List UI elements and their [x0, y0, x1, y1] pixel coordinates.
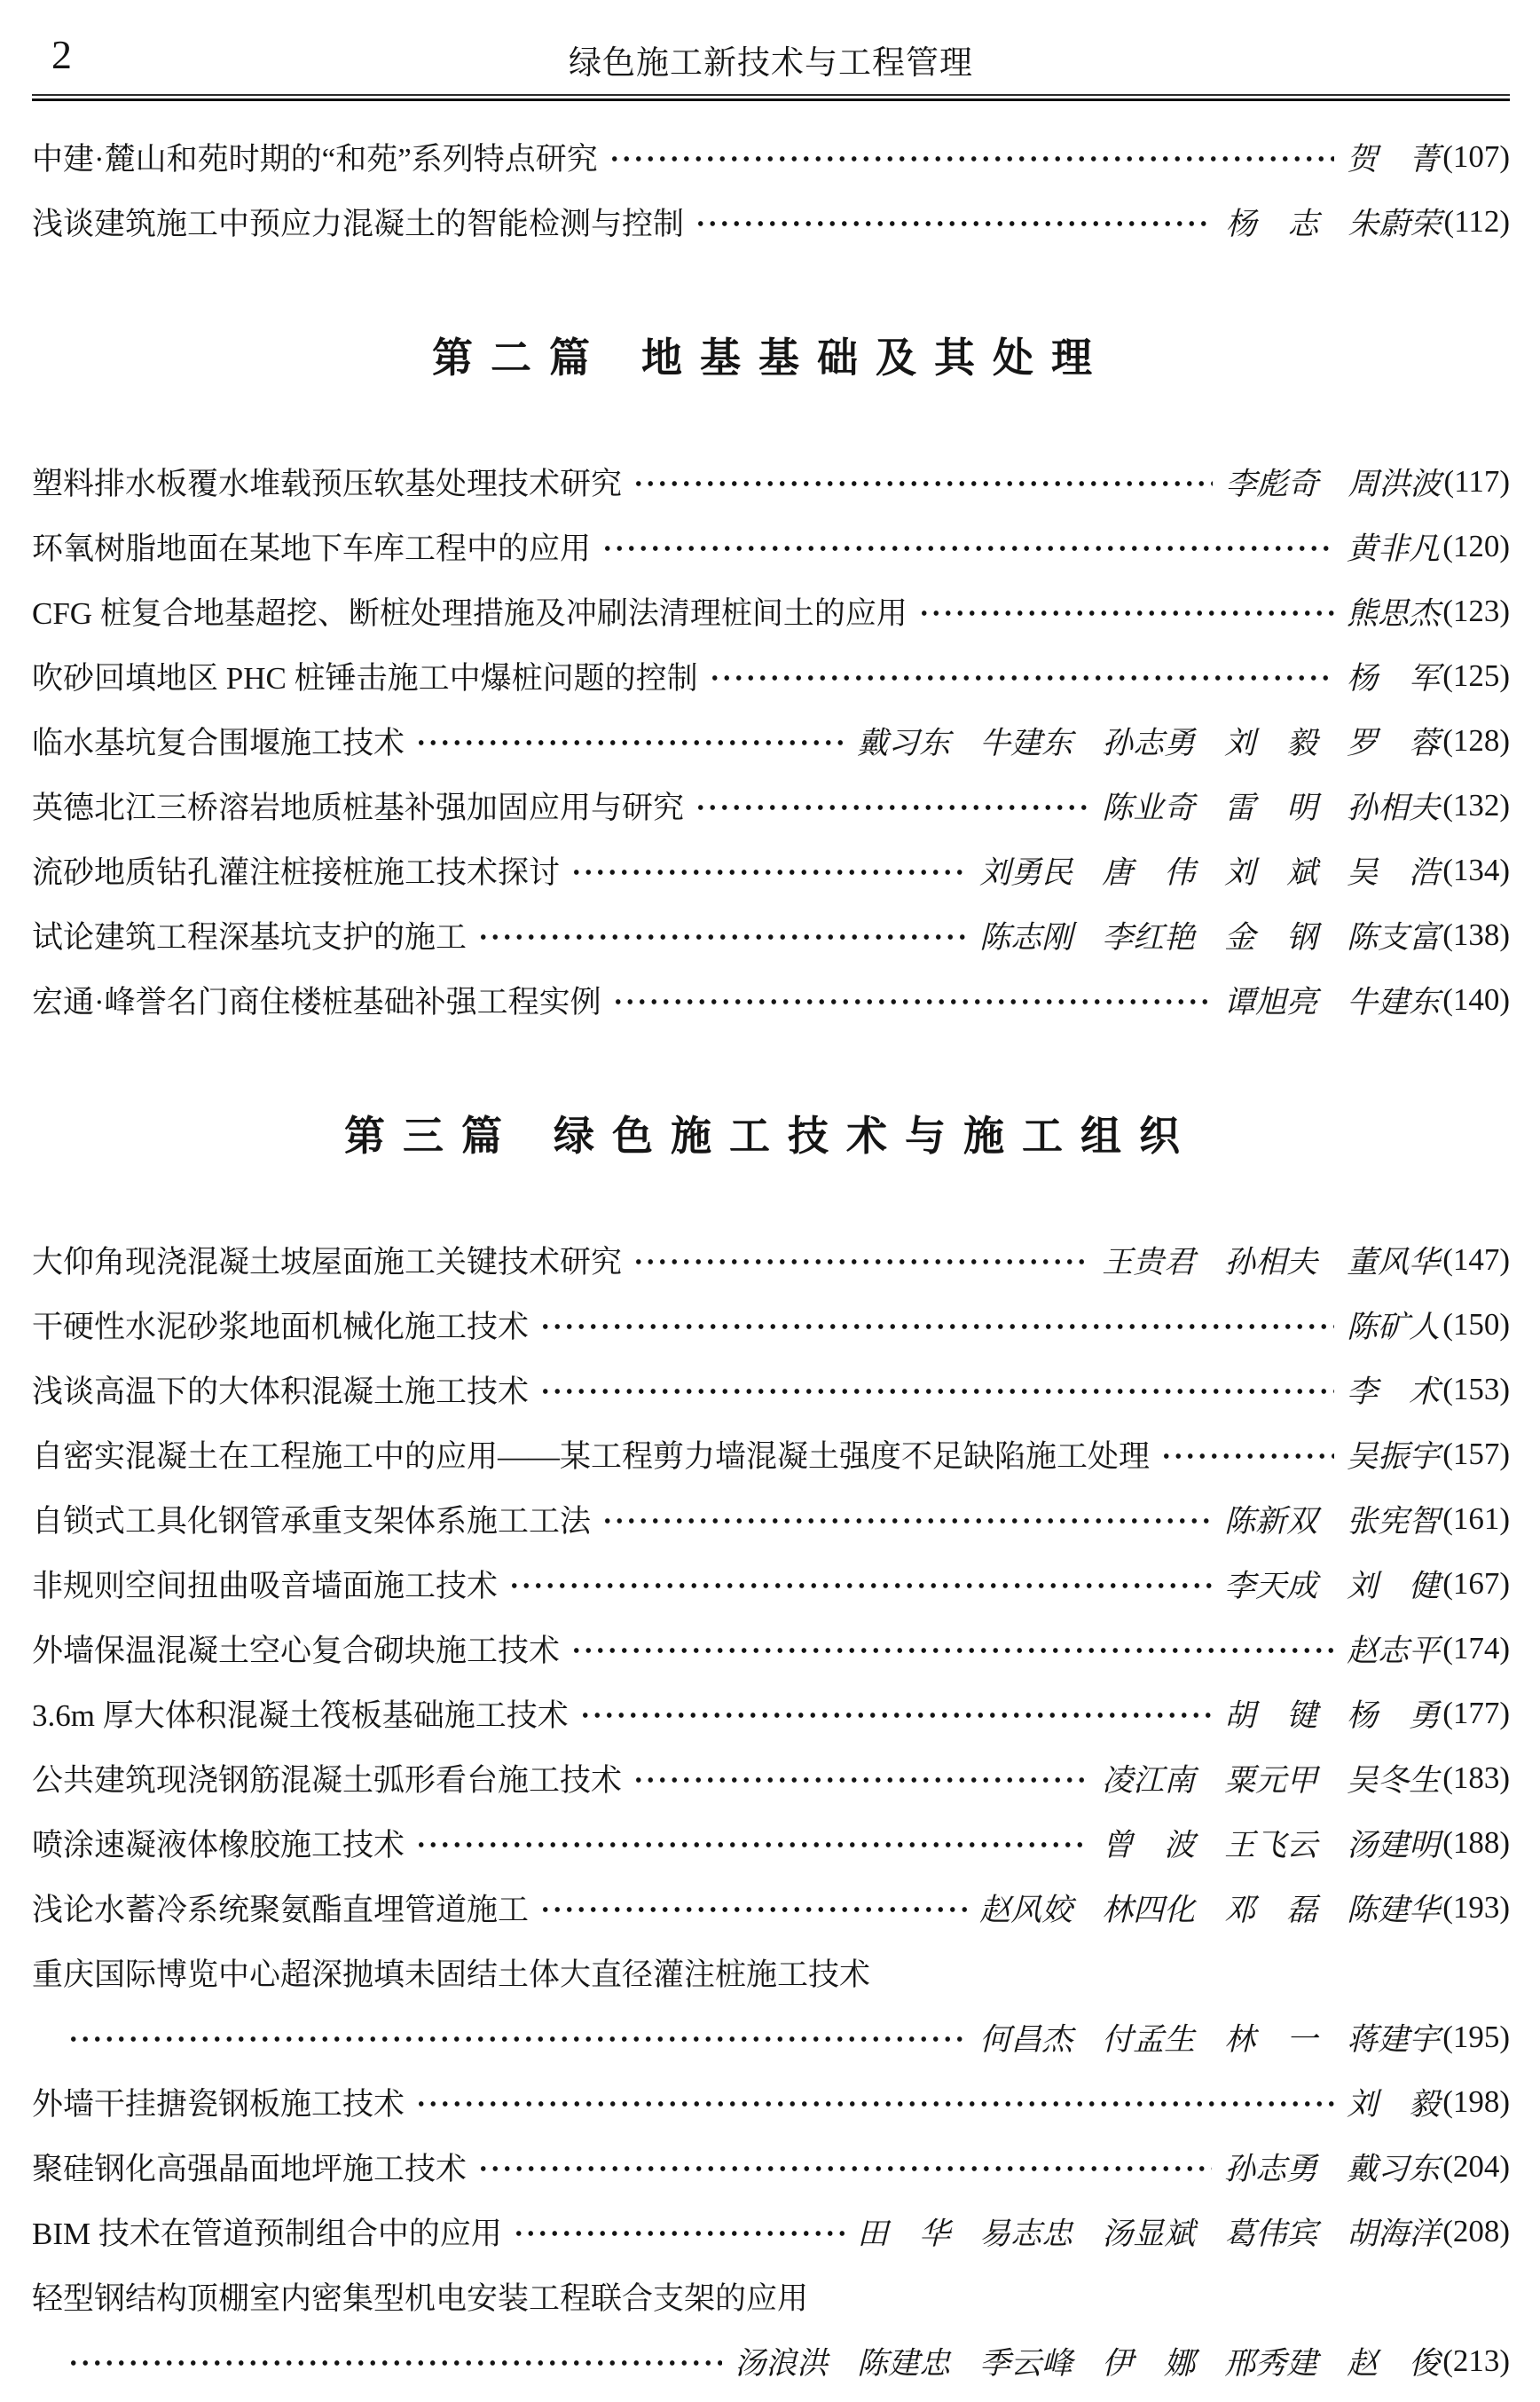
entry-page-number: (128) — [1442, 722, 1510, 758]
author-name: 王贵君 — [1102, 1244, 1196, 1280]
entry-page-number: (208) — [1442, 2213, 1510, 2248]
toc-entry — [32, 1227, 1510, 1292]
author-name: 金 钢 — [1224, 919, 1318, 955]
entry-page-number: (150) — [1442, 1306, 1510, 1342]
toc-entry — [32, 514, 1510, 579]
toc-entry-title-line — [32, 1940, 1510, 2004]
author-name: 粟元甲 — [1224, 1762, 1318, 1798]
toc-entry — [32, 2199, 1510, 2264]
entry-title: 聚硅钢化高强晶面地坪施工技术 — [32, 2151, 468, 2186]
author-name: 孙相夫 — [1347, 790, 1441, 825]
author-name: 熊思杰 — [1347, 595, 1441, 631]
author-name: 陈志刚 — [979, 919, 1073, 955]
entry-authors — [979, 1886, 1440, 1930]
page-number: 2 — [51, 32, 72, 77]
entry-title: 公共建筑现浇钢筋混凝土弧形看台施工技术 — [32, 1762, 623, 1798]
author-name: 蒋建宇 — [1347, 2021, 1441, 2057]
entry-title: BIM 技术在管道预制组合中的应用 — [32, 2216, 502, 2251]
entry-page-number: (132) — [1442, 787, 1510, 823]
entry-authors — [1224, 1562, 1440, 1606]
entry-authors — [1347, 1367, 1440, 1412]
dot-leader — [477, 2153, 1212, 2184]
dot-leader — [513, 2217, 845, 2248]
entry-authors — [1224, 2145, 1440, 2189]
author-name: 林四化 — [1102, 1892, 1196, 1927]
dot-leader — [570, 856, 967, 887]
entry-authors — [1224, 1691, 1440, 1736]
author-name: 孙志勇 — [1224, 2151, 1318, 2186]
dot-leader — [415, 1829, 1089, 1860]
dot-leader — [632, 468, 1213, 499]
author-name: 汤建明 — [1347, 1827, 1441, 1863]
toc-entry — [32, 1357, 1510, 1422]
entry-page-number: (120) — [1442, 528, 1510, 563]
author-name: 孙志勇 — [1102, 725, 1196, 760]
entry-authors — [1347, 589, 1440, 634]
entry-authors — [1102, 1821, 1440, 1865]
author-name: 雷 明 — [1224, 790, 1318, 825]
section-heading — [32, 1096, 1510, 1176]
toc-entry-continuation-line — [32, 2328, 1510, 2393]
entry-page-number: (188) — [1442, 1824, 1510, 1860]
author-name: 杨 勇 — [1347, 1697, 1441, 1733]
section-heading-title: 地基基础及其处理 — [641, 334, 1110, 382]
author-name: 田 华 — [857, 2216, 951, 2251]
entry-page-number: (123) — [1442, 593, 1510, 628]
author-name: 李天成 — [1224, 1568, 1318, 1603]
toc-entry — [32, 1422, 1510, 1486]
dot-leader — [67, 2347, 722, 2378]
entry-title: 外墙干挂搪瓷钢板施工技术 — [32, 2086, 405, 2122]
toc-entry — [32, 902, 1510, 967]
entry-title: 喷涂速凝液体橡胶施工技术 — [32, 1827, 405, 1863]
author-name: 刘 毅 — [1347, 2086, 1441, 2122]
author-name: 牛建东 — [979, 725, 1073, 760]
toc-entry — [32, 773, 1510, 838]
section-heading-title: 绿色施工技术与施工组织 — [554, 1112, 1198, 1160]
dot-leader — [601, 532, 1334, 563]
author-name: 陈建华 — [1347, 1892, 1441, 1927]
author-name: 胡海洋 — [1347, 2216, 1441, 2251]
author-name: 李红艳 — [1102, 919, 1196, 955]
dot-leader — [539, 1311, 1334, 1342]
section-heading-label: 第二篇 — [432, 334, 608, 382]
author-name: 付孟生 — [1102, 2021, 1196, 2057]
book-title: 绿色施工新技术与工程管理 — [569, 45, 973, 82]
dot-leader — [612, 986, 1212, 1017]
entry-authors — [1347, 1432, 1440, 1477]
dot-leader — [570, 1634, 1334, 1666]
author-name: 邓 磊 — [1224, 1892, 1318, 1927]
author-name: 戴习东 — [1347, 2151, 1441, 2186]
author-name: 张宪智 — [1347, 1503, 1441, 1539]
toc-entry — [32, 449, 1510, 514]
entry-title: 外墙保温混凝土空心复合砌块施工技术 — [32, 1633, 561, 1668]
entry-title: 塑料排水板覆水堆载预压软基处理技术研究 — [32, 466, 623, 501]
dot-leader — [695, 791, 1089, 823]
toc-entry — [32, 1551, 1510, 1616]
entry-authors — [1102, 784, 1440, 828]
dot-leader — [579, 1699, 1212, 1730]
dot-leader — [539, 1375, 1334, 1406]
entry-title: 流砂地质钻孔灌注桩接桩施工技术探讨 — [32, 854, 561, 890]
dot-leader — [632, 1246, 1089, 1277]
entry-authors — [1224, 1497, 1440, 1541]
dot-leader — [67, 2023, 967, 2054]
author-name: 赵 俊 — [1347, 2345, 1441, 2381]
dot-leader — [609, 143, 1334, 174]
section-heading — [32, 318, 1510, 398]
entry-authors — [857, 2209, 1440, 2254]
author-name: 汤显斌 — [1102, 2216, 1196, 2251]
toc-entry — [32, 967, 1510, 1032]
author-name: 刘 健 — [1347, 1568, 1441, 1603]
header-rule — [32, 94, 1510, 101]
entry-authors — [1347, 1626, 1440, 1671]
author-name: 黄非凡 — [1347, 531, 1441, 566]
dot-leader — [539, 1894, 967, 1925]
entry-page-number: (193) — [1442, 1889, 1510, 1925]
author-name: 唐 伟 — [1102, 854, 1196, 890]
entry-title: 自锁式工具化钢管承重支架体系施工工法 — [32, 1503, 592, 1539]
toc-entry — [32, 1486, 1510, 1551]
entry-authors — [1347, 524, 1440, 569]
entry-page-number: (147) — [1442, 1241, 1510, 1277]
toc-entry — [32, 1616, 1510, 1681]
author-name: 陈建忠 — [857, 2345, 951, 2381]
table-of-contents — [32, 124, 1510, 2393]
entry-authors — [735, 2339, 1440, 2383]
toc-entry — [32, 579, 1510, 643]
author-name: 周洪波 — [1348, 466, 1442, 501]
entry-title: 浅谈高温下的大体积混凝土施工技术 — [32, 1374, 530, 1409]
author-name: 赵风姣 — [979, 1892, 1073, 1927]
author-name: 刘 毅 — [1224, 725, 1318, 760]
entry-page-number: (177) — [1442, 1695, 1510, 1730]
author-name: 杨 志 — [1225, 206, 1319, 241]
author-name: 孙相夫 — [1224, 1244, 1318, 1280]
entry-page-number: (174) — [1442, 1630, 1510, 1666]
author-name: 罗 蓉 — [1347, 725, 1441, 760]
entry-title: 英德北江三桥溶岩地质桩基补强加固应用与研究 — [32, 790, 685, 825]
toc-entry — [32, 1810, 1510, 1875]
author-name: 王飞云 — [1224, 1827, 1318, 1863]
entry-authors — [1347, 135, 1440, 179]
entry-title: 轻型钢结构顶棚室内密集型机电安装工程联合支架的应用 — [32, 2280, 809, 2316]
entry-title: 宏通·峰誉名门商住楼桩基础补强工程实例 — [32, 984, 601, 1020]
author-name: 刘 斌 — [1224, 854, 1318, 890]
dot-leader — [415, 727, 845, 758]
entry-title: 临水基坑复合围堰施工技术 — [32, 725, 405, 760]
dot-leader — [415, 2088, 1334, 2119]
dot-leader — [709, 662, 1335, 693]
toc-entry — [32, 189, 1510, 254]
dot-leader — [632, 1764, 1089, 1795]
author-name: 伊 娜 — [1102, 2345, 1196, 2381]
author-name: 杨 军 — [1347, 660, 1441, 696]
entry-page-number: (167) — [1442, 1565, 1510, 1601]
entry-page-number: (125) — [1442, 658, 1510, 693]
entry-authors — [979, 2015, 1440, 2059]
author-name: 董风华 — [1347, 1244, 1441, 1280]
entry-authors — [1102, 1756, 1440, 1800]
entry-authors — [1225, 200, 1441, 244]
author-name: 朱蔚荣 — [1348, 206, 1442, 241]
entry-page-number: (213) — [1442, 2343, 1510, 2378]
entry-page-number: (107) — [1442, 138, 1510, 174]
entry-page-number: (157) — [1442, 1436, 1510, 1471]
toc-entry — [32, 1875, 1510, 1940]
author-name: 陈矿人 — [1347, 1309, 1441, 1344]
toc-entry-title-line — [32, 2264, 1510, 2328]
entry-page-number: (195) — [1442, 2019, 1510, 2054]
dot-leader — [918, 597, 1334, 628]
author-name: 赵志平 — [1347, 1633, 1441, 1668]
entry-authors — [979, 848, 1440, 893]
toc-entry — [32, 643, 1510, 708]
author-name: 牛建东 — [1347, 984, 1441, 1020]
entry-page-number: (140) — [1442, 981, 1510, 1017]
author-name: 林 一 — [1224, 2021, 1318, 2057]
section-heading-label: 第三篇 — [344, 1112, 520, 1160]
author-name: 戴习东 — [857, 725, 951, 760]
entry-title: 吹砂回填地区 PHC 桩锤击施工中爆桩问题的控制 — [32, 660, 698, 696]
author-name: 季云峰 — [979, 2345, 1073, 2381]
entry-page-number: (138) — [1442, 917, 1510, 952]
entry-page-number: (153) — [1442, 1371, 1510, 1406]
entry-title: 3.6m 厚大体积混凝土筏板基础施工技术 — [32, 1697, 569, 1733]
author-name: 陈业奇 — [1102, 790, 1196, 825]
dot-leader — [695, 208, 1213, 239]
entry-authors — [1347, 2080, 1440, 2124]
entry-authors — [1225, 460, 1441, 504]
entry-page-number: (183) — [1442, 1760, 1510, 1795]
toc-entry-continuation-line — [32, 2004, 1510, 2069]
entry-title: 大仰角现浇混凝土坡屋面施工关键技术研究 — [32, 1244, 623, 1280]
author-name: 吴冬生 — [1347, 1762, 1441, 1798]
author-name: 曾 波 — [1102, 1827, 1196, 1863]
author-name: 吴振宇 — [1347, 1438, 1441, 1474]
entry-authors — [1224, 978, 1440, 1022]
toc-entry — [32, 2134, 1510, 2199]
toc-entry — [32, 2069, 1510, 2134]
entry-title: 浅谈建筑施工中预应力混凝土的智能检测与控制 — [32, 206, 685, 241]
toc-entry — [32, 1292, 1510, 1357]
toc-entry — [32, 708, 1510, 773]
entry-title: CFG 桩复合地基超挖、断桩处理措施及冲刷法清理桩间土的应用 — [32, 595, 908, 631]
author-name: 李彪奇 — [1225, 466, 1319, 501]
entry-title: 干硬性水泥砂浆地面机械化施工技术 — [32, 1309, 530, 1344]
author-name: 李 术 — [1347, 1374, 1441, 1409]
entry-title: 环氧树脂地面在某地下车库工程中的应用 — [32, 531, 592, 566]
author-name: 刘勇民 — [979, 854, 1073, 890]
entry-title: 自密实混凝土在工程施工中的应用——某工程剪力墙混凝土强度不足缺陷施工处理 — [32, 1438, 1151, 1474]
entry-title: 试论建筑工程深基坑支护的施工 — [32, 919, 468, 955]
author-name: 谭旭亮 — [1224, 984, 1318, 1020]
entry-title: 重庆国际博览中心超深抛填未固结土体大直径灌注桩施工技术 — [32, 1957, 871, 1992]
entry-authors — [857, 719, 1440, 763]
toc-entry — [32, 1745, 1510, 1810]
toc-entry — [32, 838, 1510, 902]
entry-authors — [1347, 1303, 1440, 1347]
author-name: 陈支富 — [1347, 919, 1441, 955]
author-name: 葛伟宾 — [1224, 2216, 1318, 2251]
author-name: 汤浪洪 — [735, 2345, 829, 2381]
toc-entry — [32, 1681, 1510, 1745]
entry-page-number: (161) — [1442, 1500, 1510, 1536]
entry-title: 中建·麓山和苑时期的“和苑”系列特点研究 — [32, 141, 598, 177]
entry-title: 浅论水蓄冷系统聚氨酯直埋管道施工 — [32, 1892, 530, 1927]
entry-page-number: (117) — [1443, 463, 1510, 499]
dot-leader — [601, 1505, 1212, 1536]
dot-leader — [1160, 1440, 1334, 1471]
author-name: 何昌杰 — [979, 2021, 1073, 2057]
author-name: 陈新双 — [1224, 1503, 1318, 1539]
toc-entry — [32, 124, 1510, 189]
entry-authors — [1347, 654, 1440, 698]
author-name: 邢秀建 — [1224, 2345, 1318, 2381]
author-name: 易志忠 — [979, 2216, 1073, 2251]
author-name: 贺 菁 — [1347, 141, 1441, 177]
entry-authors — [979, 913, 1440, 957]
entry-page-number: (112) — [1443, 203, 1510, 239]
entry-page-number: (134) — [1442, 852, 1510, 887]
entry-title: 非规则空间扭曲吸音墙面施工技术 — [32, 1568, 499, 1603]
dot-leader — [477, 921, 967, 952]
running-head — [32, 23, 1510, 87]
entry-authors — [1102, 1238, 1440, 1282]
entry-page-number: (204) — [1442, 2148, 1510, 2184]
dot-leader — [508, 1570, 1212, 1601]
author-name: 吴 浩 — [1347, 854, 1441, 890]
author-name: 凌江南 — [1102, 1762, 1196, 1798]
entry-page-number: (198) — [1442, 2083, 1510, 2119]
author-name: 胡 键 — [1224, 1697, 1318, 1733]
